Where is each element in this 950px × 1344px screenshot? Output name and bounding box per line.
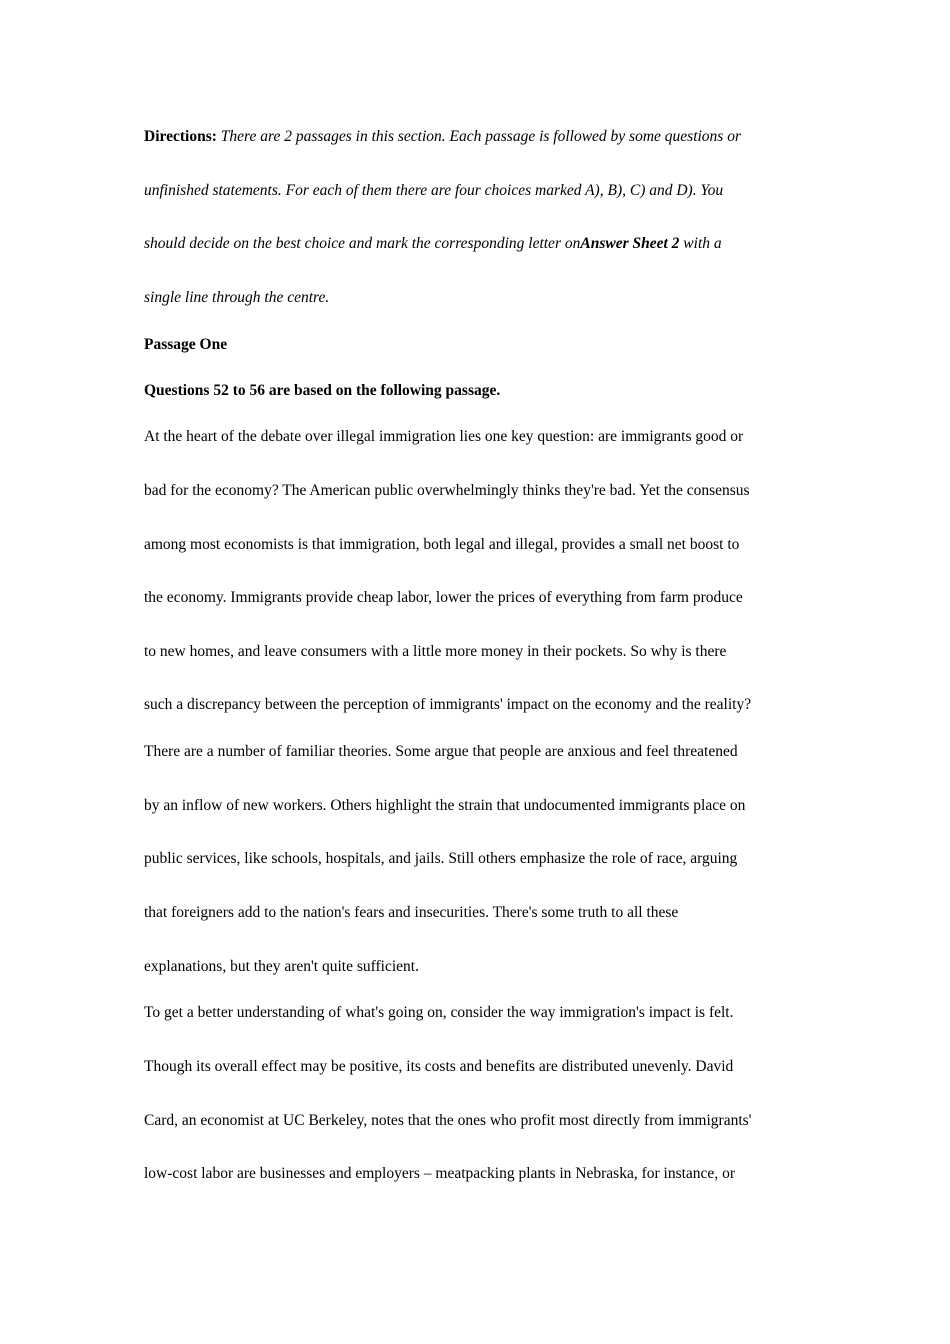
directions-text: should decide on the best choice and mark the corresponding letter on <box>144 235 581 252</box>
paragraph-line: to new homes, and leave consumers with a little more money in their pockets. So why is there <box>144 643 727 660</box>
answer-sheet-reference: Answer Sheet 2 <box>580 235 680 252</box>
paragraph-line: that foreigners add to the nation's fears and insecurities. There's some truth to all these <box>144 904 679 921</box>
paragraph-line: among most economists is that immigration, both legal and illegal, provides a small net boost to <box>144 536 740 553</box>
directions-line-1 <box>144 127 741 147</box>
paragraph-line: low-cost labor are businesses and employers – meatpacking plants in Nebraska, for instance, or <box>144 1165 735 1182</box>
directions-line-2: unfinished statements. For each of them there are four choices marked A), B), C) and D). You <box>144 182 724 199</box>
directions-text: with a <box>679 235 722 252</box>
paragraph-line: To get a better understanding of what's going on, consider the way immigration's impact is felt. <box>144 1004 734 1021</box>
directions-text: There are 2 passages in this section. Each passage is followed by some questions or <box>220 128 741 145</box>
paragraph-line: public services, like schools, hospitals, and jails. Still others emphasize the role of race, arguing <box>144 850 738 867</box>
directions-line-4: single line through the centre. <box>144 289 330 306</box>
paragraph-line: Card, an economist at UC Berkeley, notes that the ones who profit most directly from immigrants' <box>144 1112 752 1129</box>
directions-line-3 <box>144 234 722 254</box>
paragraph-line: There are a number of familiar theories. Some argue that people are anxious and feel threatened <box>144 743 738 760</box>
paragraph-line: such a discrepancy between the perception of immigrants' impact on the economy and the reality? <box>144 696 752 713</box>
paragraph-line: the economy. Immigrants provide cheap labor, lower the prices of everything from farm produce <box>144 589 743 606</box>
paragraph-line: Though its overall effect may be positive, its costs and benefits are distributed unevenly. David <box>144 1058 734 1075</box>
paragraph-line: bad for the economy? The American public overwhelmingly thinks they're bad. Yet the consensus <box>144 482 750 499</box>
directions-label: Directions: <box>144 128 217 145</box>
paragraph-line: At the heart of the debate over illegal immigration lies one key question: are immigrants good or <box>144 428 744 445</box>
paragraph-line: by an inflow of new workers. Others highlight the strain that undocumented immigrants place on <box>144 797 746 814</box>
passage-title: Passage One <box>144 336 228 353</box>
questions-heading: Questions 52 to 56 are based on the following passage. <box>144 382 501 399</box>
paragraph-line: explanations, but they aren't quite sufficient. <box>144 958 419 975</box>
